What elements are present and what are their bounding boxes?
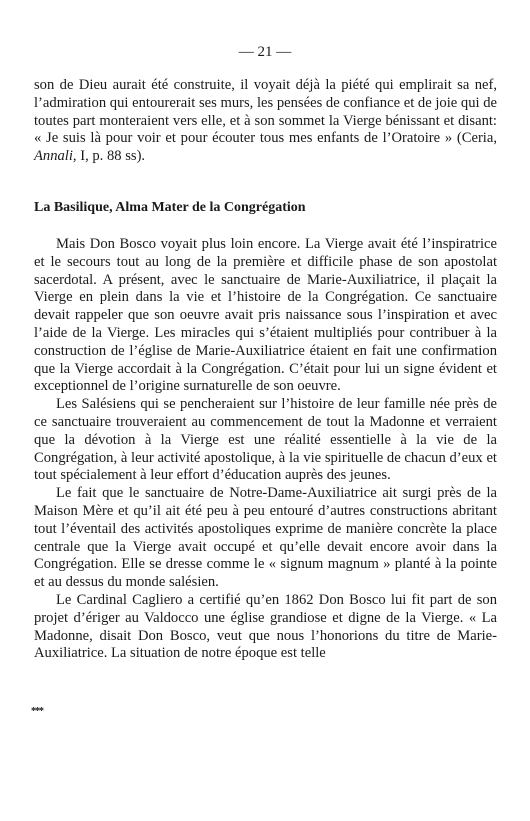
section-heading: La Basilique, Alma Mater de la Congrégation xyxy=(34,200,306,215)
paragraph-2: Les Salésiens qui se pencheraient sur l’histoire de leur famille née près de ce sanctuaire trouveraient au commencement de tout la Madonne et verraient que la dévotion à la Vierge est une réalité essentielle à la vie de la Congrégation, à leur activité apostolique, à la vie spirituelle de chacun d’eux et tout spécialement à leur effort d’éducation auprès des jeunes. xyxy=(34,396,497,484)
paragraph-3: Le fait que le sanctuaire de Notre-Dame-Auxiliatrice ait surgi près de la Maison Mère et qu’il ait été peu à peu entouré d’autres constructions abritant tout l’éventail des activités apostoliques exprime de manière concrète la place centrale que la Vierge avait occupé et qu’elle devait encore avoir dans la Congrégation. Elle se dresse comme le « signum magnum » planté à la pointe et au dessus du monde salésien. xyxy=(34,485,497,591)
page-number: — 21 — xyxy=(238,44,292,60)
intro-text xyxy=(34,77,497,166)
footer-mark: *** xyxy=(31,706,43,717)
intro-body: son de Dieu aurait été construite, il voyait déjà la piété qui emplirait sa nef, l’admiration qui entourerait ses murs, les pensées de confiance et de joie qui de toutes part monteraient vers elle, et à son sommet la Vierge bénissant et disant: « Je suis là pour voir et pour écouter tous mes enfants de l’Oratoire » (Ceria, xyxy=(34,77,497,147)
paragraph-1: Mais Don Bosco voyait plus loin encore. La Vierge avait été l’inspiratrice et le secours tout au long de la première et difficile phase de son apostolat sacerdotal. A présent, avec le sanctuaire de Marie-Auxiliatrice, il plaçait la Vierge en plein dans la vie et l’histoire de la Congrégation. Ce sanctuaire devait rappeler que son oeuvre avait pris naissance sous l’inspiration et avec l’aide de la Vierge. Les miracles qui s’étaient multipliés pour contribuer à la construction de l’église de Marie-Auxiliatrice étaient en fait une confirmation que la Vierge accordait à la Congrégation. C’était pour lui un signe évident et exceptionnel de l’origine surnaturelle de son oeuvre. xyxy=(34,236,497,395)
section-body xyxy=(34,236,497,663)
paragraph-4: Le Cardinal Cagliero a certifié qu’en 1862 Don Bosco lui fit part de son projet d’ériger au Valdocco une église grandiose et digne de la Vierge. « La Madonne, disait Don Bosco, veut que nous l’honorions du titre de Marie-Auxiliatrice. La situation de notre époque est telle xyxy=(34,591,497,662)
citation-title: Annali xyxy=(34,148,73,165)
citation-rest: , I, p. 88 ss). xyxy=(72,148,146,165)
intro-paragraph xyxy=(34,77,497,166)
